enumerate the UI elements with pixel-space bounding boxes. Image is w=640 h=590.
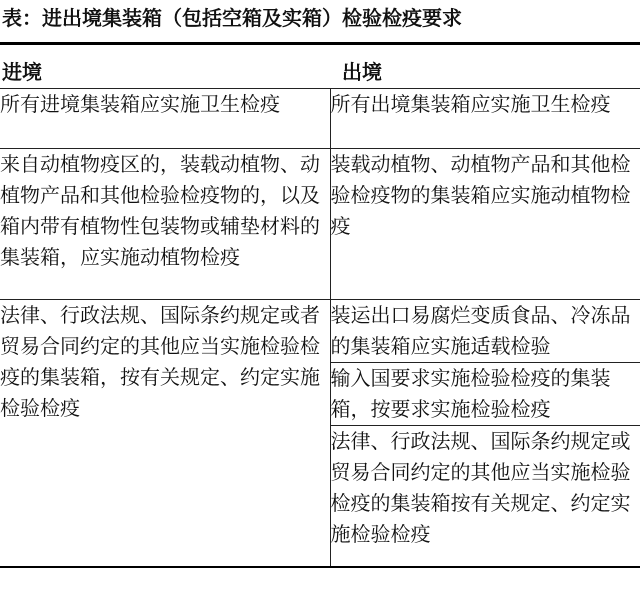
exit-cell bbox=[330, 89, 640, 149]
inspection-requirements-table bbox=[0, 42, 640, 568]
exit-cell bbox=[330, 149, 640, 300]
table-caption: 表：进出境集装箱（包括空箱及实箱）检验检疫要求 bbox=[2, 6, 462, 30]
entry-text: 法律、行政法规、国际条约规定或者贸易合同约定的其他应当实施检验检疫的集装箱，按有关规定、约定实施检验检疫 bbox=[0, 303, 320, 420]
table-row bbox=[0, 300, 640, 363]
exit-text: 装运出口易腐烂变质食品、冷冻品的集装箱应实施适载检验 bbox=[330, 303, 631, 358]
exit-text: 所有出境集装箱应实施卫生检疫 bbox=[330, 92, 611, 116]
entry-cell bbox=[0, 149, 330, 300]
exit-cell bbox=[330, 363, 640, 426]
entry-cell bbox=[0, 300, 330, 568]
exit-cell bbox=[330, 426, 640, 568]
exit-cell bbox=[330, 300, 640, 363]
table-row bbox=[0, 149, 640, 300]
exit-text: 输入国要求实施检验检疫的集装箱，按要求实施检验检疫 bbox=[330, 366, 611, 421]
exit-text: 装载动植物、动植物产品和其他检验检疫物的集装箱应实施动植物检疫 bbox=[330, 152, 631, 238]
header-entry: 进境 bbox=[0, 44, 330, 89]
table-row bbox=[0, 89, 640, 149]
entry-cell bbox=[0, 89, 330, 149]
entry-text: 所有进境集装箱应实施卫生检疫 bbox=[0, 92, 280, 116]
header-exit: 出境 bbox=[330, 44, 640, 89]
exit-text: 法律、行政法规、国际条约规定或贸易合同约定的其他应当实施检验检疫的集装箱按有关规定、约定实施检验检疫 bbox=[330, 429, 631, 546]
entry-text: 来自动植物疫区的，装载动植物、动植物产品和其他检验检疫物的，以及箱内带有植物性包装物或辅垫材料的集装箱，应实施动植物检疫 bbox=[0, 152, 320, 269]
